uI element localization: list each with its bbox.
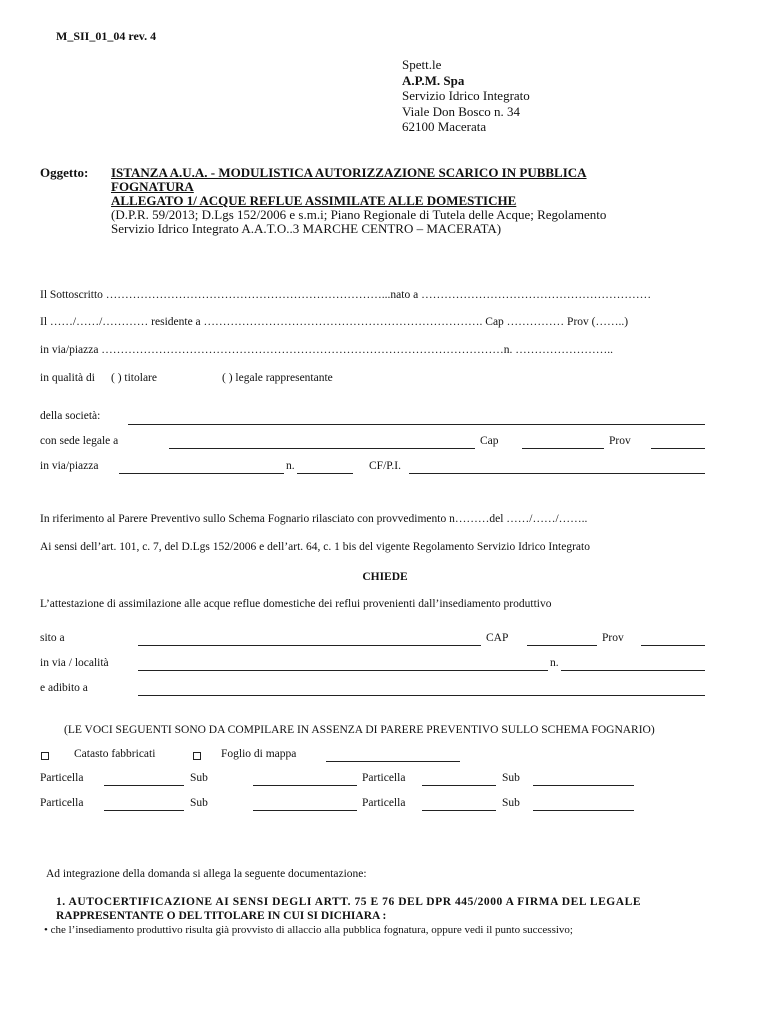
sede-prov-field[interactable]	[651, 448, 705, 449]
subject-line-5: Servizio Idrico Integrato A.A.T.O..3 MARCHE CENTRO – MACERATA)	[111, 221, 502, 236]
sub-label: Sub	[502, 797, 520, 809]
sede-prov-label: Prov	[609, 435, 631, 447]
sub-label: Sub	[502, 772, 520, 784]
catasto-label: Catasto fabbricati	[74, 748, 156, 760]
addressee-block	[402, 57, 530, 135]
sito-field[interactable]	[138, 645, 481, 646]
subject-label: Oggetto:	[40, 165, 89, 180]
sub-field[interactable]	[533, 785, 634, 786]
sito-cap-field[interactable]	[527, 645, 597, 646]
chiede-title: CHIEDE	[362, 571, 408, 583]
sub-field[interactable]	[253, 785, 357, 786]
sub-field[interactable]	[253, 810, 357, 811]
subject-line-4: (D.P.R. 59/2013; D.Lgs 152/2006 e s.m.i; Piano Regionale di Tutela delle Acque; Regolamento	[111, 207, 607, 222]
sede-cap-field[interactable]	[522, 448, 604, 449]
localita-n-label: n.	[550, 657, 559, 669]
legal-reference: Ai sensi dell’art. 101, c. 7, del D.Lgs 152/2006 e dell’art. 64, c. 1 bis del vigente Regolamento Servizio Idrico Integrato	[40, 541, 590, 553]
subject-block	[111, 166, 606, 236]
attachment-item-1-line-1: 1. AUTOCERTIFICAZIONE AI SENSI DEGLI ARTT. 75 E 76 DEL DPR 445/2000 A FIRMA DEL LEGALE	[56, 896, 642, 908]
sub-field[interactable]	[533, 810, 634, 811]
qualita-label: in qualità di	[40, 372, 95, 384]
addressee-company: A.P.M. Spa	[402, 72, 465, 88]
addressee-service: Servizio Idrico Integrato	[402, 88, 530, 103]
sede-field[interactable]	[169, 448, 475, 449]
declarant-birth-residence-line[interactable]: Il ……/……/………… residente a ………………………………………………………………. Cap …………… Prov (……..)	[40, 316, 629, 328]
societa-label: della società:	[40, 410, 101, 422]
foglio-checkbox[interactable]	[193, 752, 201, 760]
sito-label: sito a	[40, 632, 65, 644]
subject-line-1: ISTANZA A.U.A. - MODULISTICA AUTORIZZAZIONE SCARICO IN PUBBLICA	[111, 165, 587, 180]
subject-line-3: ALLEGATO 1/ ACQUE REFLUE ASSIMILATE ALLE DOMESTICHE	[111, 193, 517, 208]
request-text: L’attestazione di assimilazione alle acque reflue domestiche dei reflui provenienti dall’insediamento produttivo	[40, 598, 552, 610]
cf-label: CF/P.I.	[369, 460, 401, 472]
cf-field[interactable]	[409, 473, 705, 474]
document-code: M_SII_01_04 rev. 4	[56, 29, 157, 43]
attachment-bullet-1: • che l’insediamento produttivo risulta già provvisto di allaccio alla pubblica fognatura, oppure vedi il punto successivo;	[44, 924, 573, 936]
particella-label: Particella	[40, 772, 84, 784]
particella-field[interactable]	[422, 785, 496, 786]
company-n-field[interactable]	[297, 473, 353, 474]
particella-label: Particella	[362, 772, 406, 784]
particella-field[interactable]	[104, 810, 184, 811]
declarant-address-line[interactable]: in via/piazza ……………………………………………………………………………………………n. ……………………..	[40, 344, 614, 356]
sub-label: Sub	[190, 797, 208, 809]
sito-prov-label: Prov	[602, 632, 624, 644]
declarant-name-line[interactable]: Il Sottoscritto ………………………………………………………………...nato a ……………………………………………………	[40, 289, 652, 301]
localita-field[interactable]	[138, 670, 548, 671]
addressee-salutation: Spett.le	[402, 57, 442, 72]
sito-cap-label: CAP	[486, 632, 509, 644]
sito-prov-field[interactable]	[641, 645, 705, 646]
sede-label: con sede legale a	[40, 435, 119, 447]
particella-field[interactable]	[104, 785, 184, 786]
societa-field[interactable]	[128, 424, 705, 425]
option-titolare[interactable]: ( ) titolare	[111, 372, 157, 384]
option-legale-rappresentante[interactable]: ( ) legale rappresentante	[222, 372, 333, 384]
localita-n-field[interactable]	[561, 670, 705, 671]
foglio-label: Foglio di mappa	[221, 748, 297, 760]
sede-cap-label: Cap	[480, 435, 499, 447]
particella-label: Particella	[40, 797, 84, 809]
particella-label: Particella	[362, 797, 406, 809]
localita-label: in via / località	[40, 657, 109, 669]
cadastre-note: (LE VOCI SEGUENTI SONO DA COMPILARE IN ASSENZA DI PARERE PREVENTIVO SULLO SCHEMA FOGNARIO)	[64, 724, 655, 736]
sub-label: Sub	[190, 772, 208, 784]
adibito-field[interactable]	[138, 695, 705, 696]
addressee-city: 62100 Macerata	[402, 119, 487, 134]
adibito-label: e adibito a	[40, 682, 88, 694]
foglio-field[interactable]	[326, 761, 460, 762]
addressee-street: Viale Don Bosco n. 34	[402, 103, 521, 119]
company-via-field[interactable]	[119, 473, 284, 474]
subject-line-2: FOGNATURA	[111, 179, 194, 194]
parere-reference[interactable]: In riferimento al Parere Preventivo sullo Schema Fognario rilasciato con provvedimento n………del ……/……/……..	[40, 513, 588, 525]
attachment-item-1-line-2: RAPPRESENTANTE O DEL TITOLARE IN CUI SI DICHIARA :	[56, 910, 387, 922]
company-n-label: n.	[286, 460, 295, 472]
catasto-checkbox[interactable]	[41, 752, 49, 760]
attachments-intro: Ad integrazione della domanda si allega la seguente documentazione:	[46, 868, 367, 880]
company-via-label: in via/piazza	[40, 460, 99, 472]
particella-field[interactable]	[422, 810, 496, 811]
